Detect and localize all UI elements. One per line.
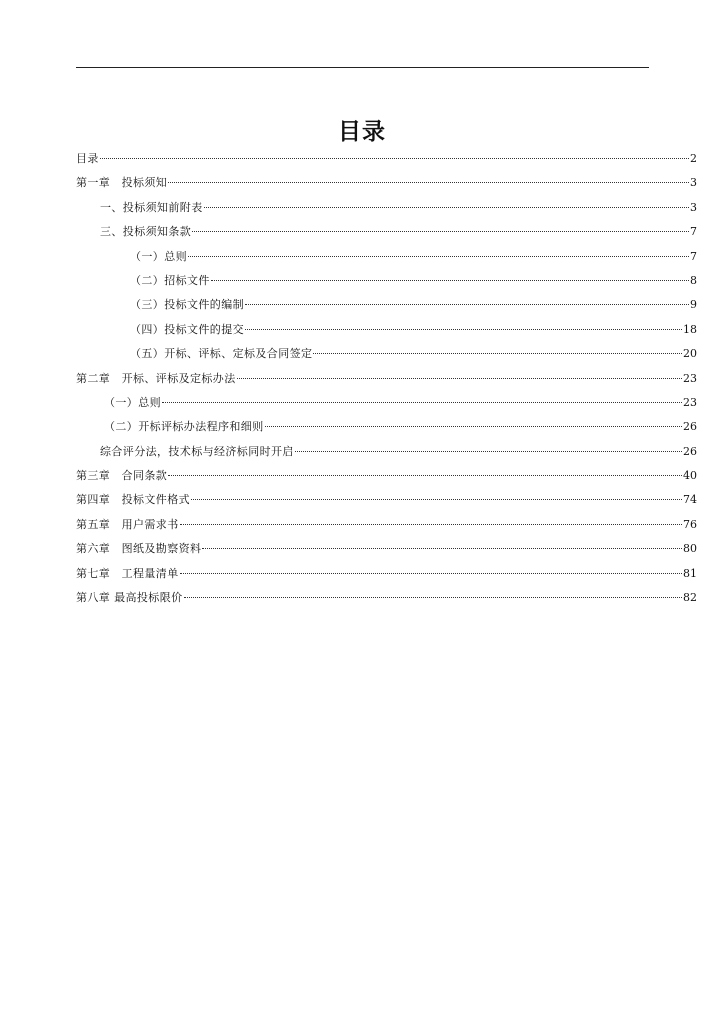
toc-entry[interactable] [76,150,697,174]
toc-entry-label: （三）投标文件的编制 [130,298,244,312]
toc-entry[interactable] [76,443,697,467]
dot-leader [180,573,682,574]
toc-entry[interactable] [76,345,697,369]
toc-entry[interactable] [76,370,697,394]
dot-leader [313,353,682,354]
dot-leader [192,231,689,232]
dot-leader [245,329,682,330]
toc-entry-label: （二）招标文件 [130,273,210,287]
toc-entry[interactable] [76,296,697,320]
toc-entry-label: 三、投标须知条款 [100,225,192,239]
dot-leader [168,475,682,476]
toc-entry[interactable] [76,272,697,296]
toc-entry-label: （二）开标评标办法程序和细则 [104,420,264,434]
toc-page-number: 7 [690,225,697,239]
toc-page-number: 26 [683,444,697,458]
toc-entry[interactable] [76,418,697,442]
toc-entry[interactable] [76,565,697,589]
toc-page-number: 26 [683,420,697,434]
toc-entry-label: （一）总则 [104,395,161,409]
toc-page-number: 80 [683,542,697,556]
toc-entry[interactable] [76,199,697,223]
toc-title: 目录 [338,119,386,145]
toc-entry-label: 第三章 合同条款 [76,469,168,483]
toc-page-number: 74 [683,493,697,507]
toc-page-number: 3 [690,200,697,214]
toc-page-number: 3 [690,176,697,190]
toc-entry-label: 第一章 投标须知 [76,176,168,190]
table-of-contents [76,150,697,613]
toc-page-number: 23 [683,395,697,409]
toc-page-number: 82 [683,591,697,605]
dot-leader [180,524,682,525]
toc-entry-label: 第四章 投标文件格式 [76,493,190,507]
toc-page-number: 81 [683,566,697,580]
toc-page-number: 8 [690,273,697,287]
toc-entry[interactable] [76,321,697,345]
toc-entry-label: 第五章 用户需求书 [76,517,179,531]
toc-page-number: 9 [690,298,697,312]
dot-leader [237,378,682,379]
dot-leader [265,426,682,427]
dot-leader [162,402,682,403]
toc-page-number: 20 [683,347,697,361]
toc-entry[interactable] [76,516,697,540]
toc-entry-label: 第六章 图纸及勘察资料 [76,542,202,556]
header-rule [76,67,649,68]
toc-page-number: 7 [690,249,697,263]
toc-entry[interactable] [76,491,697,515]
toc-page-number: 18 [683,322,697,336]
toc-entry[interactable] [76,589,697,613]
dot-leader [295,451,682,452]
toc-page-number: 2 [690,152,697,165]
toc-entry-label: 目录 [76,152,99,165]
toc-page-number: 76 [683,517,697,531]
dot-leader [245,304,689,305]
toc-entry-label: （一）总则 [130,249,187,263]
dot-leader [184,597,683,598]
toc-entry-label: 第二章 开标、评标及定标办法 [76,371,236,385]
toc-entry-label: （四）投标文件的提交 [130,322,244,336]
toc-entry-label: 第八章 最高投标限价 [76,591,183,605]
dot-leader [100,158,689,159]
toc-entry-label: 综合评分法，技术标与经济标同时开启 [100,444,294,458]
dot-leader [191,499,682,500]
dot-leader [188,256,689,257]
dot-leader [204,207,689,208]
toc-entry[interactable] [76,248,697,272]
toc-entry[interactable] [76,540,697,564]
toc-entry[interactable] [76,467,697,491]
toc-entry[interactable] [76,223,697,247]
dot-leader [211,280,689,281]
toc-entry-label: 第七章 工程量清单 [76,566,179,580]
dot-leader [202,548,682,549]
toc-page-number: 40 [683,469,697,483]
dot-leader [168,182,689,183]
toc-entry-label: （五）开标、评标、定标及合同签定 [130,347,313,361]
toc-entry[interactable] [76,174,697,198]
toc-page-number: 23 [683,371,697,385]
toc-entry[interactable] [76,394,697,418]
toc-entry-label: 一、投标须知前附表 [100,200,203,214]
